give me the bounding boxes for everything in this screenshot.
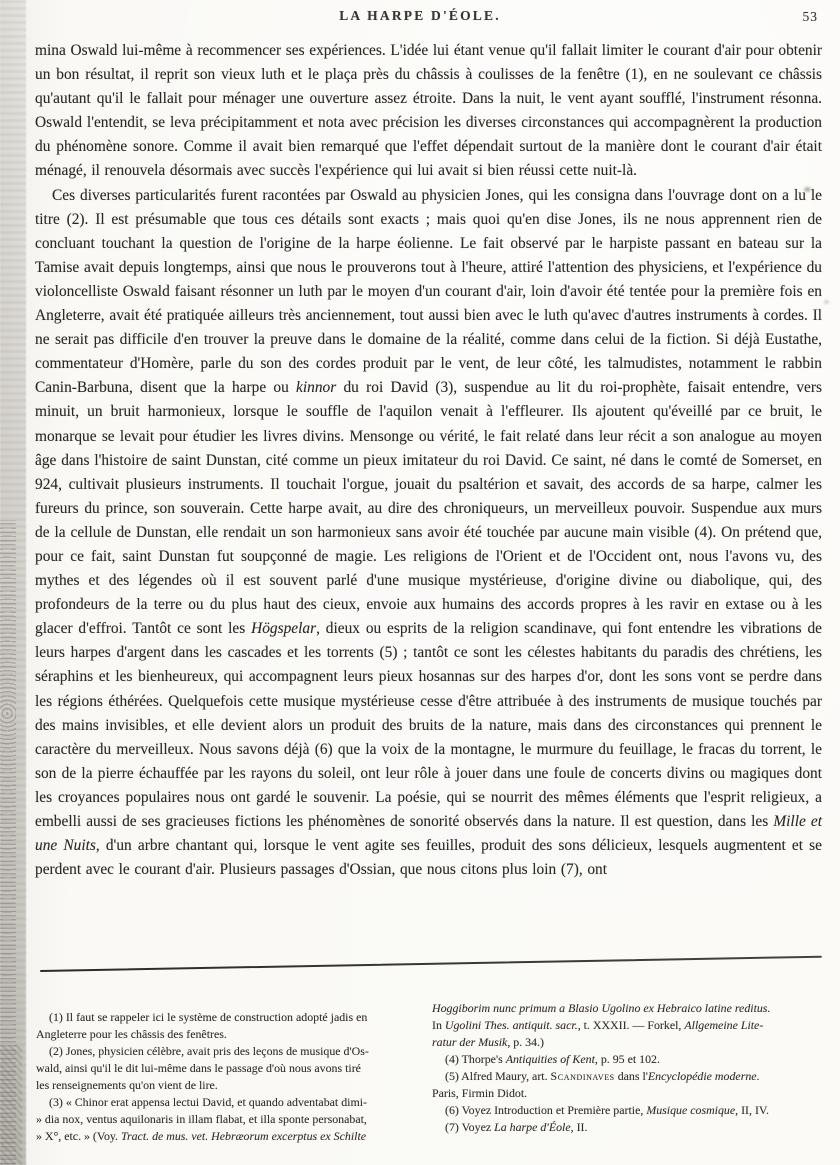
scan-artifact-dot [824,300,829,304]
page-number: 53 [802,9,818,24]
paragraph: Ces diverses particularités furent racontées par Oswald au physicien Jones, qui les consigna dans l'ouvrage dont on a lu le titre (2). Il est présumable que tous ces détails sont exacts ; mais quoi qu'en dise Jones, ils ne nous apprennent rien de concluant touchant la question de l'origine de la harpe éolienne. Le fait observé par le harpiste passant en bateau sur la Tamise avait depuis longtemps, ainsi que nous le prouverons tout à l'heure, attiré l'attention des physiciens, et l'expérience du violoncelliste Oswald faisant résonner un luth par le moyen d'un courant d'air, loin d'avoir été tentée pour la première fois en Angleterre, avait été pratiquée ailleurs très anciennement, tout aussi bien avec le luth qu'avec d'autres instruments à cordes. Il ne serait pas difficile d'en trouver la preuve dans le domaine de la réalité, comme dans celui de la fiction. Si déjà Eustathe, commentateur d'Homère, parle du son des cordes produit par le vent, de leur côté, les talmudistes, notamment le rabbin Canin-Barbuna, disent que la harpe ou kinnor du roi David (3), suspendue au lit du roi-prophète, faisait entendre, vers minuit, un bruit harmonieux, lorsque le souffle de l'aquilon venait à l'effleurer. Ils ajoutent qu'éveillé par ce bruit, le monarque se levait pour étudier les livres divins. Mensonge ou vérité, le fait relaté dans leur récit a son analogue au moyen âge dans l'histoire de saint Dunstan, cité comme un pieux imitateur du roi David. Ce saint, né dans le comté de Somerset, en 924, cultivait plusieurs instruments. Il touchait l'orgue, jouait du psaltérion et savait, des accords de sa harpe, calmer les fureurs du prince, son souverain. Cette harpe avait, au dire des chroniqueurs, un merveilleux pouvoir. Suspendue aux murs de la cellule de Dunstan, elle rendait un son harmonieux sans avoir été touchée par aucune main visible (4). On prétend que, pour ce fait, saint Dunstan fut soupçonné de magie. Les religions de l'Orient et de l'Occident ont, nous l'avons vu, des mythes et des légendes où il est souvent parlé d'une musique mystérieuse, d'origine divine ou diabolique, qui, des profondeurs de la terre ou du plus haut des cieux, envoie aux humains des accords propres à les ravir en extase ou à les glacer d'effroi. Tantôt ce sont les Högspelar, dieux ou esprits de la religion scandinave, qui font entendre les vibrations de leurs harpes d'argent dans les cascades et les torrents (5) ; tantôt ce sont les célestes habitants du paradis des chrétiens, les séraphins et les bienheureux, qui accompagnent leurs pieux hosannas sur des harpes d'or, dont les sons vont se perdre dans les régions éthérées. Quelquefois cette musique mystérieuse cesse d'être attribuée à des instruments de musique touchés par des mains invisibles, et elle devient alors un produit des bruits de la nature, mais dans des circonstances qui prennent le caractère du merveilleux. Nous savons déjà (6) que la voix de la montagne, le murmure du feuillage, le fracas du torrent, le son de la pierre échauffée par les rayons du soleil, ont leur rôle à jouer dans une foule de concerts divins ou magiques dont les croyances populaires nous ont gardé le souvenir. La poésie, qui se nourrit des mêmes éléments que l'esprit religieux, a embelli aussi de ses gracieuses fictions les phénomènes de sonorité observés dans la nature. Il est question, dans les Mille et une Nuits, d'un arbre chantant qui, lorsque le vent agite ses feuilles, produit des sons délicieux, lesquels augmentent et se perdent avec le courant d'air. Plusieurs passages d'Ossian, que nous citons plus loin (7), ont [35,186,823,879]
footnotes-right-column [432,1000,824,1136]
scan-artifact-corner [0,1045,22,1165]
footnote-separator-rule [40,956,822,973]
footnotes-left-column [36,1009,412,1145]
running-title: LA HARPE D'ÉOLE. [339,8,501,23]
footnote-7: (7) Voyez La harpe d'Éole, II. [445,1120,588,1134]
footnote-3: (3) « Chinor erat appensa lectui David, et quando adventabat dimi- » dia nox, ventus aquilonaris in illam flabat, et illa sponte personabat, » X°, etc. » (Voy. Tract. de mus. vet. Hebræorum excerptus ex Schilte [36,1095,367,1143]
footnote-2: (2) Jones, physicien célèbre, avait pris des leçons de musique d'Os- wald, ainsi qu'il le dit lui-même dans le passage d'où nous avons tiré les renseignements qu'on vient de lire. [36,1044,369,1092]
footnote-6: (6) Voyez Introduction et Première partie, Musique cosmique, II, IV. [445,1103,769,1117]
footnote-5: (5) Alfred Maury, art. Scandinaves dans l'Encyclopédie moderne. Paris, Firmin Didot. [432,1069,760,1100]
footnote-4: (4) Thorpe's Antiquities of Kent, p. 95 et 102. [445,1052,660,1066]
page-header [0,8,840,32]
footnote-3-continuation: Hoggiborim nunc primum a Blasio Ugolino ex Hebraico latine reditus. In Ugolini Thes. antiquit. sacr., t. XXXII. — Forkel, Allgemeine Lite- ratur der Musik, p. 34.) [432,1001,771,1049]
paragraph-continuation: mina Oswald lui-même à recommencer ses expériences. L'idée lui étant venue qu'il fallait limiter le courant d'air pour obtenir un bon résultat, il reprit son vieux luth et le plaça près du châssis à coulisses de la fenêtre (1), en ne soulevant ce châssis qu'autant qu'il le fallait pour ménager une ouverture assez étroite. Dans la nuit, le vent ayant soufflé, l'instrument résonna. Oswald l'entendit, se leva précipitamment et nota avec précision les diverses circonstances qui accompagnèrent la production du phénomène sonore. Comme il avait bien remarqué que l'effet dépendait surtout de la manière dont le courant d'air était ménagé, il renouvela désormais avec succès l'expérience qui lui avait si bien réussi cette nuit-là. [35,42,822,180]
footnote-1: (1) Il faut se rappeler ici le système de construction adopté jadis en Angleterre pour les châssis des fenêtres. [36,1010,368,1041]
main-text [35,39,822,882]
